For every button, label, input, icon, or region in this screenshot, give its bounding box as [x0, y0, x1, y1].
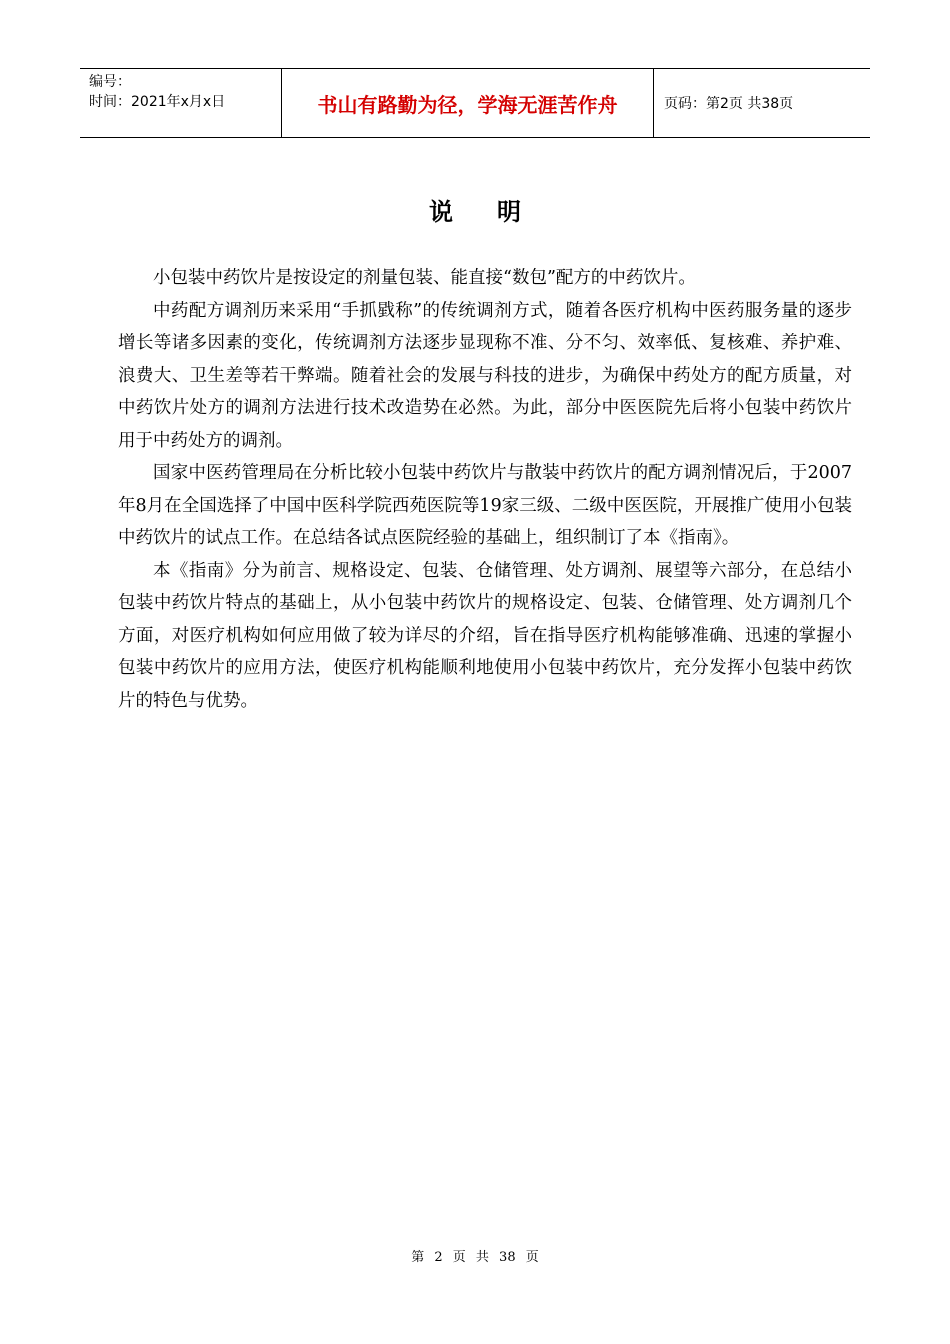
document-body [118, 262, 852, 717]
page-footer: 第 2 页 共 38 页 [411, 1250, 539, 1265]
header-meta [80, 69, 282, 137]
paragraph: 中药配方调剂历来采用“手抓戥称”的传统调剂方式，随着各医疗机构中医药服务量的逐步增长等诸多因素的变化，传统调剂方法逐步显现称不准、分不匀、效率低、复核难、养护难、浪费大、卫生差等若干弊端。随着社会的发展与科技的进步，为确保中药处方的配方质量，对中药饮片处方的调剂方法进行技术改造势在必然。为此，部分中医医院先后将小包装中药饮片用于中药处方的调剂。 [118, 300, 852, 451]
paragraph: 国家中医药管理局在分析比较小包装中药饮片与散装中药饮片的配方调剂情况后，于2007年8月在全国选择了中国中医科学院西苑医院等19家三级、二级中医医院，开展推广使用小包装中药饮片的试点工作。在总结各试点医院经验的基础上，组织制订了本《指南》。 [118, 463, 852, 548]
paragraph: 小包装中药饮片是按设定的剂量包装、能直接“数包”配方的中药饮片。 [153, 268, 696, 288]
paragraph: 本《指南》分为前言、规格设定、包装、仓储管理、处方调剂、展望等六部分，在总结小包装中药饮片特点的基础上，从小包装中药饮片的规格设定、包装、仓储管理、处方调剂几个方面，对医疗机构如何应用做了较为详尽的介绍，旨在指导医疗机构能够准确、迅速的掌握小包装中药饮片的应用方法，使医疗机构能顺利地使用小包装中药饮片，充分发挥小包装中药饮片的特色与优势。 [118, 560, 852, 711]
page-title: 说明 [429, 197, 565, 226]
header-motto: 书山有路勤为径，学海无涯苦作舟 [282, 69, 654, 137]
header-number-label: 编号： [89, 74, 131, 90]
header-page-info: 页码：第2页 共38页 [664, 96, 794, 112]
document-header [80, 68, 870, 138]
header-date: 时间：2021年x月x日 [89, 94, 226, 110]
